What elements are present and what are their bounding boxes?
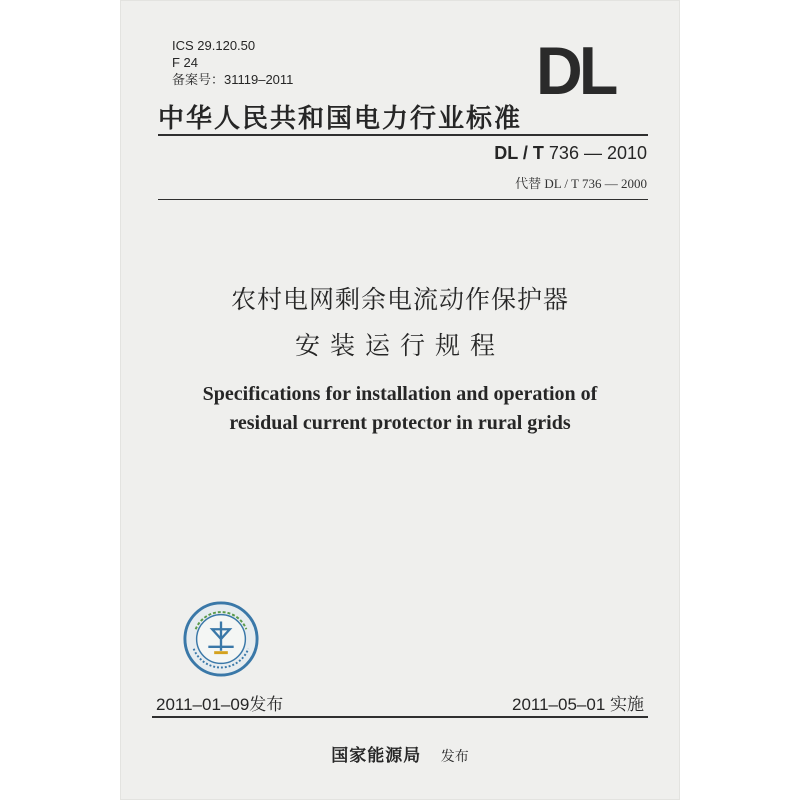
title-cn-line-2: 安装运行规程 (294, 331, 505, 360)
title-en-line-2: residual current protector in rural grids (229, 412, 571, 434)
classification-block (172, 37, 293, 88)
industry-standard-title: 中华人民共和国电力行业标准 (158, 104, 523, 134)
title-en (120, 380, 680, 438)
code-divider (158, 199, 648, 200)
replaces-standard: 代替 DL / T 736 — 2000 (515, 176, 647, 191)
standard-code-number: 736 — 2010 (548, 143, 647, 163)
dl-logo: DL (536, 33, 615, 109)
issue-date: 2011–01–09发布 (156, 695, 284, 714)
title-cn-line-1: 农村电网剩余电流动作保护器 (230, 285, 569, 314)
filing-number: 备案号：31119–2011 (172, 72, 294, 87)
class-code: F 24 (172, 55, 199, 70)
standard-code-prefix: DL / T (494, 143, 544, 163)
footer-divider (152, 716, 648, 718)
issue-action: 发布 (440, 749, 469, 765)
issuing-organization: 国家能源局 (331, 746, 422, 766)
standard-cover (120, 0, 680, 800)
ics-code: ICS 29.120.50 (172, 38, 256, 53)
implementation-date: 2011–05–01 实施 (511, 695, 644, 714)
standard-code (494, 143, 647, 164)
publisher-line (120, 741, 680, 766)
header-divider (158, 134, 648, 136)
publisher-seal-icon (182, 600, 260, 678)
title-en-line-1: Specifications for installation and operation of (202, 383, 598, 405)
